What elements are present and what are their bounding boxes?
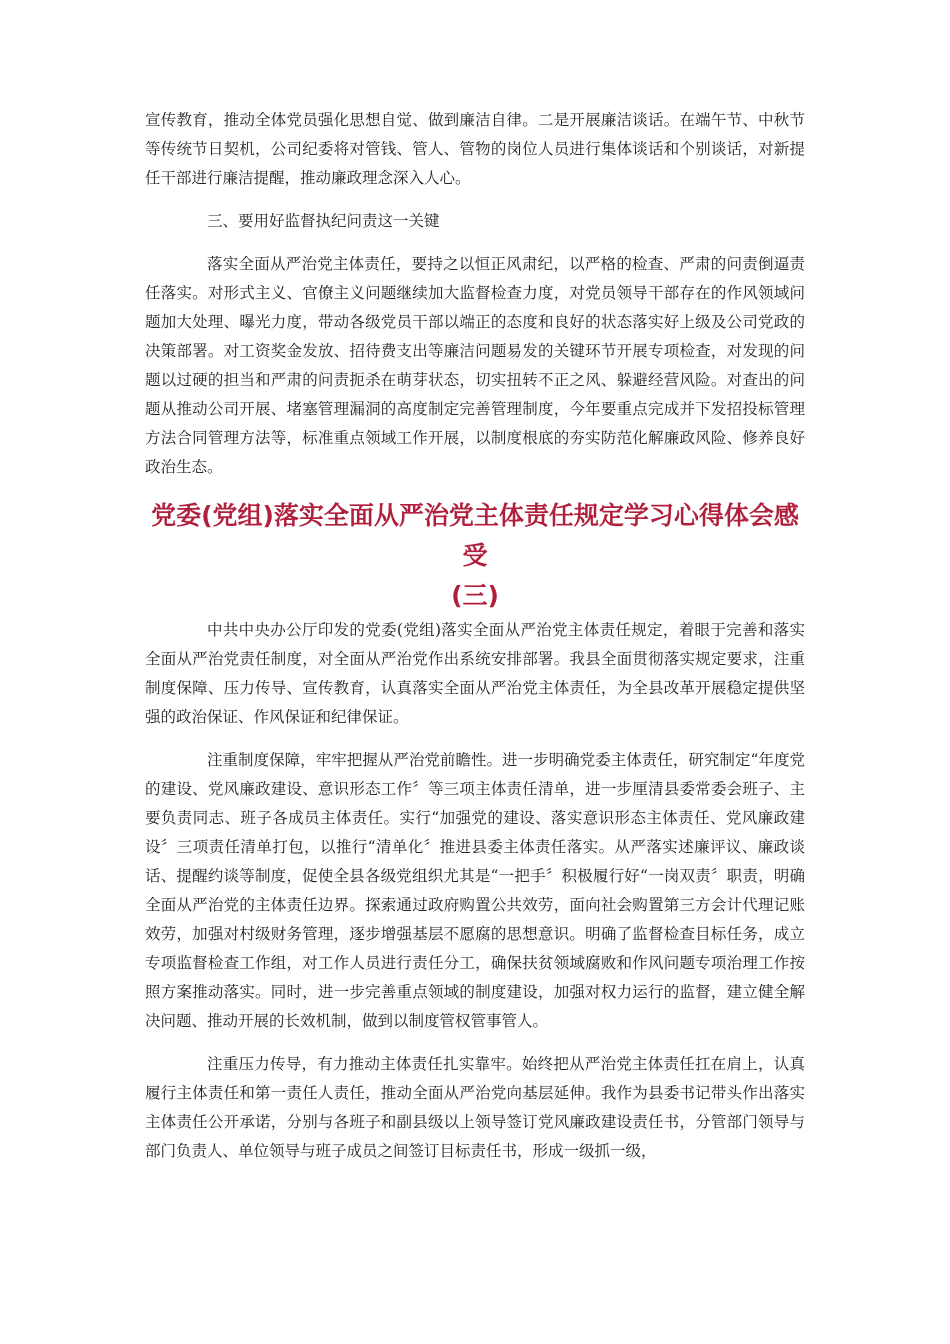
paragraph-section-3: 落实全面从严治党主体责任，要持之以恒正风肃纪，以严格的检查、严肃的问责倒逼责任落实。对形式主义、官僚主义问题继续加大监督检查力度，对党员领导干部存在的作风领域问题加大处理、曝光力度，带动各级党员干部以端正的态度和良好的状态落实好上级及公司党政的决策部署。对工资奖金发放、招待费支出等廉洁问题易发的关键环节开展专项检查，对发现的问题以过硬的担当和严肃的问责扼杀在萌芽状态，切实扭转不正之风、躲避经营风险。对查出的问题从推动公司开展、堵塞管理漏洞的高度制定完善管理制度，今年要重点完成并下发招投标管理方法合同管理方法等，标准重点领域工作开展，以制度根底的夯实防范化解廉政风险、修养良好政治生态。 bbox=[145, 255, 805, 476]
paragraph-1: 中共中央办公厅印发的党委(党组)落实全面从严治党主体责任规定，着眼于完善和落实全面从严治党责任制度，对全面从严治党作出系统安排部署。我县全面贯彻落实规定要求，注重制度保障、压力传导、宣传教育，认真落实全面从严治党主体责任，为全县改革开展稳定提供坚强的政治保证、作风保证和纪律保证。 bbox=[145, 621, 805, 726]
document-title bbox=[145, 496, 805, 616]
paragraph-3: 注重压力传导，有力推动主体责任扎实靠牢。始终把从严治党主体责任扛在肩上，认真履行主体责任和第一责任人责任，推动全面从严治党向基层延伸。我作为县委书记带头作出落实主体责任公开承诺，分别与各班子和副县级以上领导签订党风廉政建设责任书，分管部门领导与部门负责人、单位领导与班子成员之间签订目标责任书，形成一级抓一级， bbox=[145, 1055, 805, 1160]
paragraph-intro-continuation: 宣传教育，推动全体党员强化思想自觉、做到廉洁自律。二是开展廉洁谈话。在端午节、中秋节等传统节日契机，公司纪委将对管钱、管人、管物的岗位人员进行集体谈话和个别谈话，对新提任干部进行廉洁提醒，推动廉政理念深入人心。 bbox=[145, 111, 805, 187]
paragraph-2: 注重制度保障，牢牢把握从严治党前瞻性。进一步明确党委主体责任，研究制定“年度党的建设、党风廉政建设、意识形态工作〞等三项主体责任清单，进一步厘清县委常委会班子、主要负责同志、班子各成员主体责任。实行“加强党的建设、落实意识形态主体责任、党风廉政建设〞三项责任清单打包，以推行“清单化〞推进县委主体责任落实。从严落实述廉评议、廉政谈话、提醒约谈等制度，促使全县各级党组织尤其是“一把手〞积极履行好“一岗双责〞职责，明确全面从严治党的主体责任边界。探索通过政府购置公共效劳，面向社会购置第三方会计代理记账效劳，加强对村级财务管理，逐步增强基层不愿腐的思想意识。明确了监督检查目标任务，成立专项监督检查工作组，对工作人员进行责任分工，确保扶贫领域腐败和作风问题专项治理工作按照方案推动落实。同时，进一步完善重点领域的制度建设，加强对权力运行的监督，建立健全解决问题、推动开展的长效机制，做到以制度管权管事管人。 bbox=[145, 751, 805, 1030]
document-title-line-2: (三) bbox=[451, 581, 499, 610]
document-page bbox=[145, 106, 805, 1166]
document-title-line-1: 党委(党组)落实全面从严治党主体责任规定学习心得体会感受 bbox=[151, 501, 799, 570]
section-heading-3: 三、要用好监督执纪问责这一关键 bbox=[207, 212, 440, 230]
